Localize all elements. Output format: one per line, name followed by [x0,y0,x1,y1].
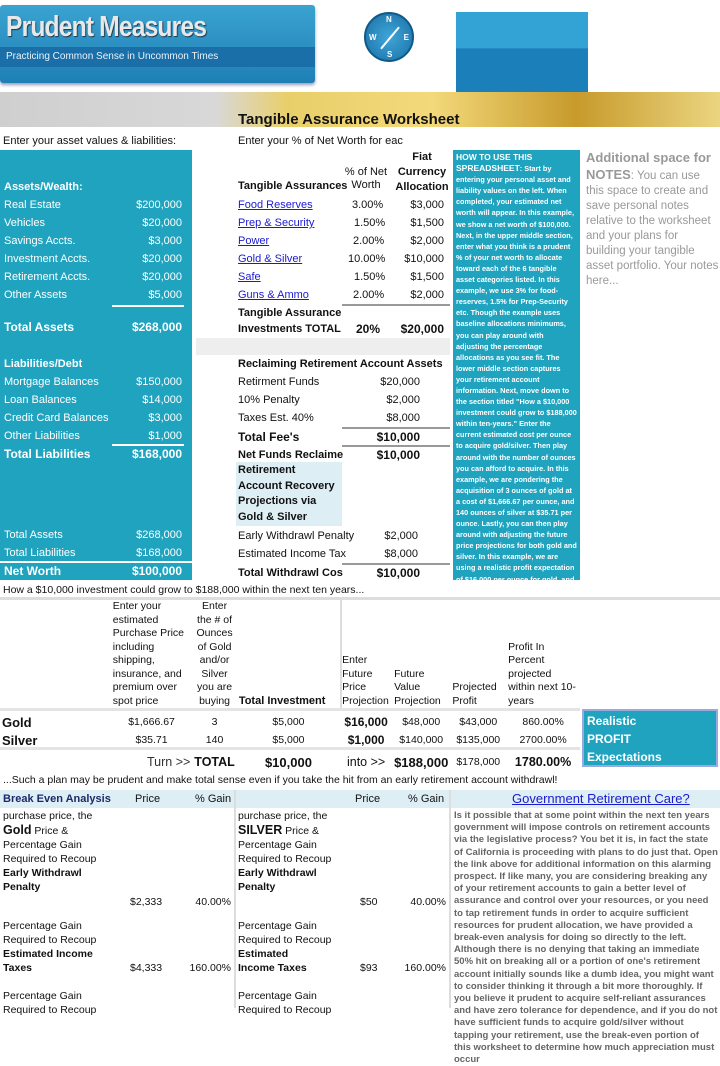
liabilities-heading: Liabilities/Debt [4,358,83,370]
gold-tax-price: $4,333 [130,962,163,974]
text-cell: Real Estate [4,199,61,211]
page-title: Tangible Assurance Worksheet [238,111,460,128]
text-cell: Total Liabilities [4,547,76,559]
text-cell: Percentage Gain [3,920,82,932]
asset-value[interactable]: $20,000 [142,253,182,265]
liability-value[interactable]: $150,000 [136,376,182,388]
silver-tax-price: $93 [360,962,378,974]
text-cell: Early Withdrawl Penalty [238,530,355,542]
total-assets-label: Total Assets [4,320,75,334]
silver-row [0,729,580,747]
total-fees-row [236,428,450,446]
asset-row [0,232,192,250]
header-future-value: Future Value Projection [394,667,441,707]
asset-row [0,268,192,286]
power-link[interactable]: Power [238,235,270,247]
tagline: Practicing Common Sense in Uncommon Times [0,47,315,67]
text-cell: 10% Penalty [238,394,300,406]
brand-banner [0,5,315,83]
text-cell: Tangible Assurance [238,307,342,319]
text-cell: PROFIT [587,732,631,746]
text-cell: $5,000 [272,733,305,746]
text-cell[interactable]: 2.00% [353,235,385,247]
tangible-row [236,196,450,214]
income-tax-row [236,545,450,563]
text-cell: Net Funds Reclaime [238,449,344,461]
text-cell: $10,000 [264,754,312,770]
text-cell: Required to Recoup [3,934,97,946]
text-cell: Vehicles [4,217,45,229]
text-cell: Expectations [587,750,662,764]
text-cell[interactable]: 1.50% [354,217,386,229]
text-cell: Income Taxes [238,962,307,974]
text-cell: $1,500 [410,271,444,283]
gold-label: Gold [3,823,32,837]
text-cell: Gold [2,714,32,730]
text-cell[interactable]: $20,000 [380,376,420,388]
header-projected-profit: Projected Profit [452,681,497,707]
text-cell: Percentage Gain [238,920,317,932]
gold-penalty-price: $2,333 [130,896,163,908]
silver-penalty-gain: 40.00% [410,896,446,908]
text-cell: Turn >> [146,754,191,769]
gold-tax-gain: 160.00% [189,962,231,974]
text-cell: $10,000 [376,448,420,462]
mid-prompt: Enter your % of Net Worth for eac [238,135,403,147]
instructions-panel [453,150,580,584]
text-cell[interactable]: $1,000 [347,732,385,747]
liability-value[interactable]: $3,000 [148,412,182,424]
asset-value[interactable]: $200,000 [136,199,182,211]
compass-e: E [403,33,409,42]
reclaim-heading: Reclaiming Retirement Account Assets [238,358,443,370]
text-cell: Loan Balances [4,394,77,406]
total-liabilities-label: Total Liabilities [4,447,91,461]
gold-penalty-gain: 40.00% [195,896,231,908]
safe-link[interactable]: Safe [238,271,261,283]
text-cell[interactable]: 140 [205,733,224,746]
text-cell: Credit Card Balances [4,412,109,424]
text-cell[interactable]: $1,666.67 [128,715,175,728]
text-cell: 1780.00% [514,754,572,769]
reclaim-row [236,409,450,427]
text-cell[interactable]: 2.00% [353,289,385,301]
gain-col-silver: % Gain [408,793,445,805]
breakeven-heading: Break Even Analysis [3,793,111,805]
text-cell: $8,000 [386,412,420,424]
prep-security-link[interactable]: Prep & Security [238,217,315,229]
silver-breakeven [238,809,448,1017]
text-cell: 20% [356,322,381,336]
silver-label: SILVER [238,823,283,837]
header-purchase-price: Enter your estimated Purchase Price including shipping, insurance, and premium over spot price [112,600,184,707]
text-cell: $48,000 [402,715,441,728]
instructions-heading: HOW TO USE THIS SPREADSHEET [456,152,533,174]
header-ounces: Enter the # of Ounces of Gold and/or Silver you are buying [196,600,233,707]
notes-text: : You can use this space to create and save personal notes relative to the worksheet and your plans for building your tangible asset portfolio. Your notes here... [586,170,719,287]
left-prompt: Enter your asset values & liabilities: [3,135,177,147]
header-total-investment: Total Investment [238,694,326,707]
text-cell: Penalty [238,881,276,893]
silver-penalty-price: $50 [360,896,378,908]
text-cell: $20,000 [400,322,444,336]
tangible-row [236,286,450,304]
price-col-gold: Price [135,793,161,805]
tangible-total-row [236,320,450,338]
text-cell: Taxes [3,962,32,974]
asset-value[interactable]: $3,000 [148,235,182,247]
text-cell: Savings Accts. [4,235,76,247]
text-cell: into >> [346,754,386,769]
summary-row [0,526,192,544]
assets-heading: Assets/Wealth: [4,181,83,193]
text-cell: Early Withdrawl [238,867,317,879]
total-assets-value: $268,000 [131,320,182,334]
text-cell: Estimated Income Tax [238,548,347,560]
tangible-row [236,214,450,232]
compass-n: N [386,15,392,24]
text-cell[interactable]: $16,000 [344,714,388,729]
plan-note: ...Such a plan may be prudent and make total sense even if you take the hit from an early retirement account withdrawl! [3,774,558,786]
text-cell: purchase price, the [3,810,93,822]
net-worth-row [0,562,192,580]
text-cell: Percentage Gain [238,990,317,1002]
text-cell: $2,000 [386,394,420,406]
text-cell: Percentage Gain [238,839,317,851]
liability-row [0,373,192,391]
retirement-care-paragraph: Is it possible that at some point within the next ten years government will impose controls on retirement accounts via the legislative process? You bet it is, in fact the state of California is proceeding with plans to do just that. Open the link above for additional information on this alarming prospect. If like many, you are considering breaking any of your retirement accounts to gain a better level of assurance and control over your resources, or you need to tap retirement funds in order to acquire sufficient resources for prudent allocation, we have provided a break-even analysis for doing so directly to the left. Although there is no denying that taking an immediate 50% hit on breaking all or a portion of one's retirement account initially sounds like a dumb idea, you might want to consider thinking it through a bit more thoroughly. If you believe it prudent to acquire self-reliant assurances and have zero tolerance for dependence, and if you do not have sufficient funds to acquire gold/silver without tapping your retirement, use the break-even portion of this worksheet to determine how much appreciation must occur [454,810,718,1066]
summary-row [0,544,192,562]
text-cell: $268,000 [136,529,182,541]
silver-tax-gain: 160.00% [404,962,446,974]
text-cell: Required to Recoup [238,853,332,865]
growth-table [0,598,580,769]
total-liabilities-value: $168,000 [131,447,182,461]
text-cell: $135,000 [456,733,501,746]
compass-icon [364,12,414,62]
text-cell: $178,000 [456,755,501,768]
text-cell: Silver [2,732,38,748]
col-allocation: Fiat Currency Allocation [395,151,449,193]
asset-row [0,196,192,214]
text-cell: Retirement Accts. [4,271,91,283]
text-cell: $10,000 [376,430,420,444]
header-profit-percent: Profit In Percent projected within next 10-years [508,640,576,707]
text-cell[interactable]: $35.71 [135,733,168,746]
total-withdraw-row [236,564,450,582]
profit-expectations-badge [582,709,718,767]
liability-value[interactable]: $1,000 [148,430,182,442]
text-cell: Required to Recoup [238,934,332,946]
text-cell: $10,000 [376,566,420,580]
header-future-price: Enter Future Price Projection [342,654,389,707]
text-cell: Required to Recoup [3,1004,97,1016]
text-cell: $3,000 [410,199,444,211]
text-cell: $10,000 [404,253,444,265]
text-cell: purchase price, the [238,810,328,822]
text-cell[interactable]: 3.00% [352,199,384,211]
text-cell: $2,000 [410,289,444,301]
text-cell: $8,000 [384,548,418,560]
early-penalty-row [236,527,450,545]
compass-s: S [387,50,393,59]
compass-w: W [369,33,377,42]
text-cell: $5,000 [272,715,305,728]
gain-col-gold: % Gain [195,793,232,805]
asset-row [0,214,192,232]
text-cell: Required to Recoup [3,853,97,865]
text-cell: Early Withdrawl [3,867,82,879]
asset-row [0,286,192,304]
text-cell: Total Withdrawl Cos [238,567,343,579]
gold-silver-link[interactable]: Gold & Silver [238,253,303,265]
text-cell: $2,000 [410,235,444,247]
text-cell: Percentage Gain [3,990,82,1002]
asset-row [0,250,192,268]
text-cell: $43,000 [459,715,498,728]
text-cell: 860.00% [522,715,564,728]
liability-row [0,391,192,409]
text-cell: Percentage Gain [3,839,82,851]
text-cell[interactable]: 10.00% [348,253,386,265]
liability-row [0,409,192,427]
tangible-row [236,250,450,268]
text-cell: $100,000 [131,564,182,578]
text-cell: 2700.00% [519,733,567,746]
asset-value[interactable]: $20,000 [142,271,182,283]
header-panel [456,12,588,92]
text-cell[interactable]: 3 [211,715,218,728]
text-cell: Total Assets [4,529,63,541]
text-cell: $168,000 [136,547,182,559]
tangible-row [236,268,450,286]
liability-value[interactable]: $14,000 [142,394,182,406]
text-cell: $140,000 [399,733,444,746]
text-cell: Estimated [238,948,289,960]
text-cell: $1,500 [410,217,444,229]
recovery-heading: Retirement Account Recovery Projections via Gold & Silver [236,462,342,526]
growth-total-row [0,750,580,769]
instructions-text: : Start by entering your personal asset and liability values on the left. When completed, your estimated net worth will appear. In this example, we show a net worth of $100,000. Next, in the upper middle section, enter what you think is a prudent % of your net worth to allocate toward each of the 6 tangible asset categories listed. In this example, we use 3% for food-reserves, 1.5% for Prep-Security etc. Though the example uses baseline allocations minimums, you can play around with adjusting the percentage allocations as you see fit. The lower middle section captures your retirement account information. Next, move down to the section titled "How a $10,000 investment could grow to $188,000 within ten-years." Enter the current estimated cost per ounce to acquire gold/silver. Then play around with the number of ounces you can afford to acquire. In this example, we are pondering the acquisition of 3 ounces of gold at a cost of $1,666.67 per ounce, and 140 ounces of silver at $35.71 per ounce. Lastly, you can then play around with adjusting the future price projections for both gold and silver. In this example, we are using a realistic profit expectation of $16,000 per ounce for gold, and [456,164,577,584]
guns-ammo-link[interactable]: Guns & Ammo [238,289,309,301]
notes-area[interactable] [586,150,720,289]
text-cell: Taxes Est. 40% [238,412,314,424]
text-cell: Investment Accts. [4,253,91,265]
price-col-silver: Price [355,793,381,805]
logo: Prudent Measures [6,11,207,43]
col-tangible: Tangible Assurances [238,180,348,192]
text-cell: Mortgage Balances [4,376,99,388]
liability-row [0,427,192,445]
text-cell: Realistic [587,714,637,728]
text-cell: $188,000 [394,754,449,770]
price-label: Price & [31,825,69,837]
food-reserves-link[interactable]: Food Reserves [238,199,313,211]
text-cell: $2,000 [384,530,418,542]
asset-value[interactable]: $5,000 [148,289,182,301]
notes-heading: Additional space for NOTES [586,150,711,182]
growth-caption: How a $10,000 investment could grow to $188,000 within the next ten years... [3,584,365,596]
text-cell: Penalty [3,881,41,893]
asset-value[interactable]: $20,000 [142,217,182,229]
assets-panel [0,150,192,580]
text-cell: Estimated Income [3,948,93,960]
text-cell: Net Worth [4,564,62,578]
text-cell: Investments TOTAL [238,323,341,335]
gold-breakeven [3,809,233,1017]
text-cell: Other Liabilities [4,430,80,442]
tangible-row [236,232,450,250]
text-cell: TOTAL [194,754,235,769]
text-cell: Total Fee's [238,430,300,444]
text-cell: Required to Recoup [238,1004,332,1016]
gold-row [0,711,580,729]
reclaim-row [236,391,450,409]
text-cell: Retirment Funds [238,376,320,388]
tangible-section [236,150,450,580]
government-retirement-link[interactable]: Government Retirement Care? [512,791,690,806]
reclaim-row [236,373,450,391]
text-cell: Other Assets [4,289,67,301]
text-cell[interactable]: 1.50% [354,271,386,283]
price-label: Price & [282,825,319,837]
col-percent: % of Net Worth [344,166,388,191]
